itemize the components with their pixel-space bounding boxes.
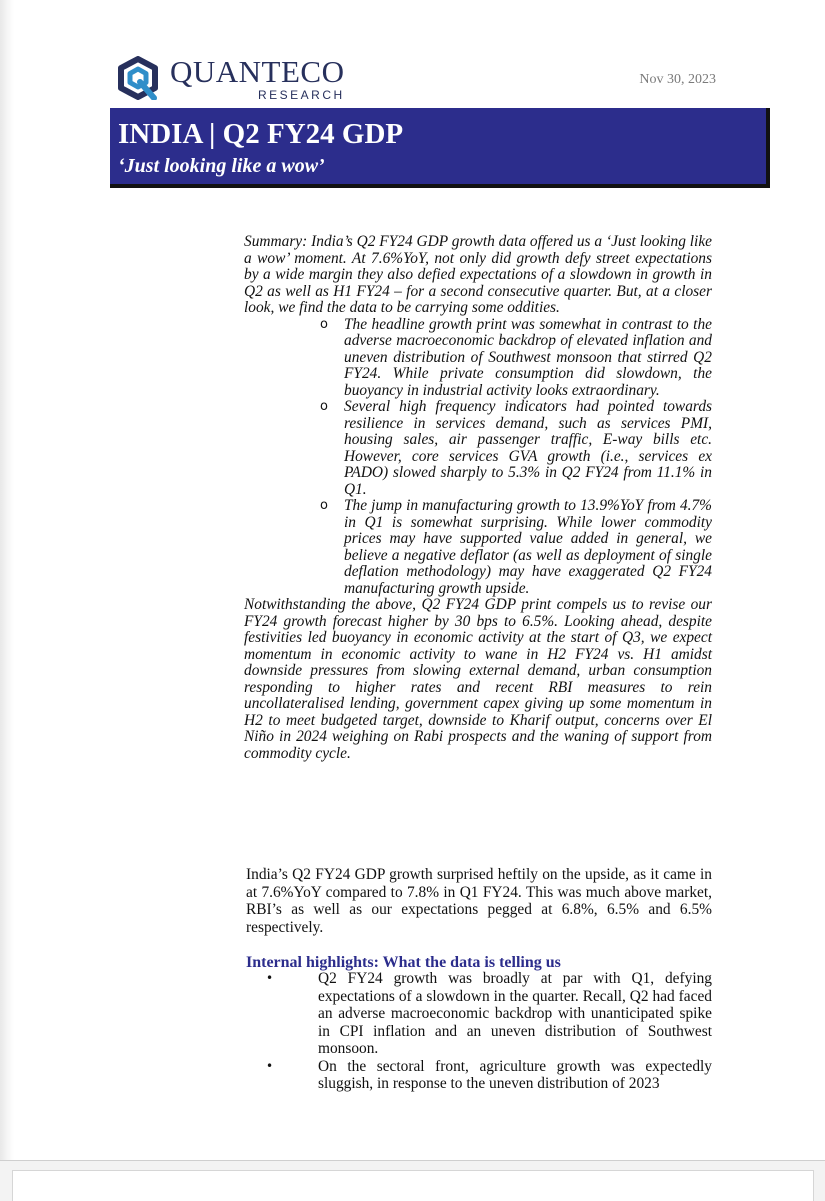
summary-closing: Notwithstanding the above, Q2 FY24 GDP print compels us to revise our FY24 growth forecast higher by 30 bps to 6.5%. Looking ahead, despite festivities led buoyancy in economic activity at the start of Q3, we expect momentum in economic activity to wane in H2 FY24 vs. H1 amidst downside pressures from slowing external demand, urban consumption responding to higher rates and recent RBI measures to rein uncollateralised lending, government capex giving up some momentum in H2 to meet budgeted target, downside to Kharif output, concerns over El Niño in 2024 weighing on Rabi prospects and the waning of support from commodity cycle. xyxy=(244,596,712,762)
report-title: INDIA | Q2 FY24 GDP xyxy=(118,118,404,150)
section-heading: Internal highlights: What the data is telling us xyxy=(246,954,561,971)
highlight-item xyxy=(266,1057,712,1093)
highlights-list xyxy=(246,970,712,1093)
intro-paragraph: India’s Q2 FY24 GDP growth surprised heftily on the upside, as it came in at 7.6%YoY compared to 7.8% in Q1 FY24. This was much above market, RBI’s as well as our expectations pegged at 6.8%, 6.5% and 6.5% respectively. xyxy=(246,866,712,936)
highlight-text: Q2 FY24 growth was broadly at par with Q1, defying expectations of a slowdown in the quarter. Recall, Q2 had faced an adverse macroeconomic backdrop with unanticipated spike in CPI inflation and an uneven distribution of Southwest monsoon. xyxy=(318,970,712,1057)
next-page-edge xyxy=(12,1170,814,1201)
bullet-icon: • xyxy=(266,1058,274,1073)
quanteco-logo xyxy=(116,54,345,104)
summary-bullet xyxy=(320,398,712,498)
summary-lead: Summary: India’s Q2 FY24 GDP growth data offered us a ‘Just looking like a wow’ moment. At 7.6%YoY, not only did growth defy street expectations by a wide margin they also defied expectations of a slowdown in growth in Q2 as well as H1 FY24 – for a second consecutive quarter. But, at a closer look, we find the data to be carrying some oddities. xyxy=(244,233,712,316)
brand-name: QUANTECO xyxy=(170,54,345,89)
hollow-bullet-icon: o xyxy=(320,316,328,332)
page-left-shadow xyxy=(0,0,14,1200)
summary-bullet-text: The headline growth print was somewhat in contrast to the adverse macroeconomic backdrop of elevated inflation and uneven distribution of Southwest monsoon that stirred Q2 FY24. While private consumption did slowdown, the buoyancy in industrial activity looks extraordinary. xyxy=(344,315,712,399)
summary-block xyxy=(244,234,712,762)
hollow-bullet-icon: o xyxy=(320,399,328,414)
report-date: Nov 30, 2023 xyxy=(639,72,716,87)
hollow-bullet-icon: o xyxy=(320,498,328,513)
summary-bullet xyxy=(320,315,712,400)
brand-sub: RESEARCH xyxy=(258,88,345,102)
highlight-text: On the sectoral front, agriculture growth was expectedly sluggish, in response to the uneven distribution of 2023 xyxy=(318,1057,712,1092)
title-banner xyxy=(110,108,770,188)
summary-bullet-text: Several high frequency indicators had pointed towards resilience in services demand, such as services PMI, housing sales, air passenger traffic, E-way bills etc. However, core services GVA growth (i.e., services ex PADO) slowed sharply to 5.3% in Q2 FY24 from 11.1% in Q1. xyxy=(344,398,712,498)
summary-bullet-list xyxy=(320,315,712,598)
quanteco-q-logo-icon xyxy=(116,56,160,100)
report-subtitle: ‘Just looking like a wow’ xyxy=(118,155,325,177)
bullet-icon: • xyxy=(266,971,274,985)
summary-bullet xyxy=(320,497,712,597)
summary-bullet-text: The jump in manufacturing growth to 13.9%YoY from 4.7% in Q1 is somewhat surprising. While lower commodity prices may have supported value added in general, we believe a negative deflator (as well as deployment of single deflation methodology) may have exaggerated Q2 FY24 manufacturing growth upside. xyxy=(344,497,712,597)
highlight-item xyxy=(266,970,712,1058)
